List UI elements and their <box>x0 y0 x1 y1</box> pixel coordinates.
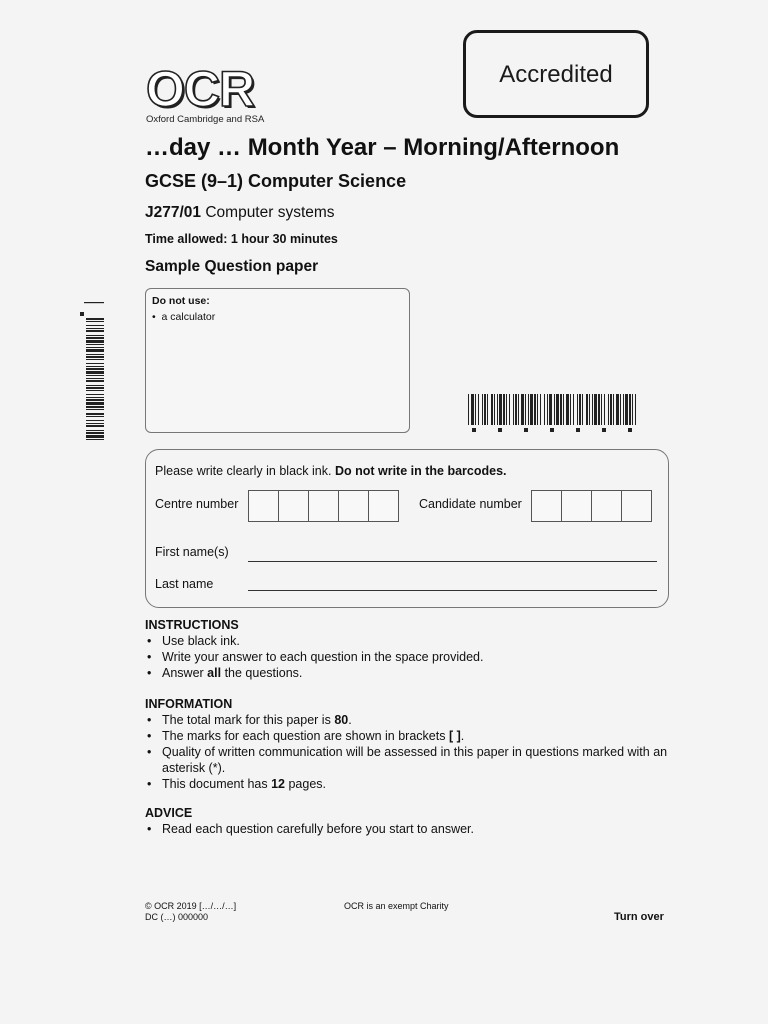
advice-heading: ADVICE <box>145 806 193 820</box>
instruction-item: • Answer all the questions. <box>145 665 483 681</box>
candidate-number-boxes[interactable] <box>531 490 651 522</box>
instruction-item: • Use black ink. <box>145 633 483 649</box>
candidate-details-box <box>145 449 669 608</box>
centre-digit-box[interactable] <box>338 490 369 522</box>
information-section <box>145 696 673 792</box>
instructions-heading: INSTRUCTIONS <box>145 618 239 632</box>
last-name-label: Last name <box>155 577 214 591</box>
instruction-item: • Write your answer to each question in the space provided. <box>145 649 483 665</box>
centre-digit-box[interactable] <box>278 490 309 522</box>
candidate-number-label: Candidate number <box>419 497 522 511</box>
subject-title: GCSE (9–1) Computer Science <box>145 171 407 191</box>
exam-date-title: …day … Month Year – Morning/Afternoon <box>145 134 620 161</box>
instructions-section <box>145 617 483 681</box>
candidate-digit-box[interactable] <box>561 490 592 522</box>
ocr-logo <box>146 61 265 125</box>
time-allowed: Time allowed: 1 hour 30 minutes <box>145 232 338 246</box>
footer-charity: OCR is an exempt Charity <box>344 901 449 911</box>
accredited-badge <box>463 30 649 118</box>
do-not-use-box <box>145 288 410 433</box>
turn-over-label: Turn over <box>614 911 664 923</box>
information-item: • The marks for each question are shown in brackets [ ]. <box>145 728 673 744</box>
ocr-logo-subtitle: Oxford Cambridge and RSA <box>146 114 265 125</box>
unit-name: Computer systems <box>205 204 335 221</box>
paper-type: Sample Question paper <box>145 258 319 275</box>
do-not-use-item: • a calculator <box>152 311 216 323</box>
horizontal-barcode <box>466 394 640 434</box>
candidate-digit-box[interactable] <box>621 490 652 522</box>
centre-number-boxes[interactable] <box>248 490 398 522</box>
advice-item: • Read each question carefully before you start to answer. <box>145 821 474 837</box>
candidate-digit-box[interactable] <box>531 490 562 522</box>
footer-copyright: © OCR 2019 […/…/…] DC (…) 000000 <box>145 901 237 922</box>
centre-digit-box[interactable] <box>248 490 279 522</box>
vertical-barcode <box>78 302 106 444</box>
information-item: • This document has 12 pages. <box>145 776 673 792</box>
unit-code-line <box>145 204 335 222</box>
ocr-logo-mark: OCR <box>146 61 255 117</box>
candidate-instruction: Please write clearly in black ink. Do not write in the barcodes. <box>155 464 507 478</box>
last-name-line[interactable] <box>248 590 657 591</box>
advice-section <box>145 805 474 837</box>
accredited-label: Accredited <box>499 61 613 88</box>
do-not-use-heading: Do not use: <box>152 295 210 307</box>
first-name-label: First name(s) <box>155 545 229 559</box>
information-heading: INFORMATION <box>145 697 233 711</box>
centre-digit-box[interactable] <box>368 490 399 522</box>
candidate-digit-box[interactable] <box>591 490 622 522</box>
centre-number-label: Centre number <box>155 497 239 511</box>
first-name-line[interactable] <box>248 561 657 562</box>
information-item: • Quality of written communication will be assessed in this paper in questions marked with an asterisk (*). <box>145 744 673 776</box>
information-item: • The total mark for this paper is 80. <box>145 712 673 728</box>
unit-code: J277/01 <box>145 204 202 221</box>
centre-digit-box[interactable] <box>308 490 339 522</box>
